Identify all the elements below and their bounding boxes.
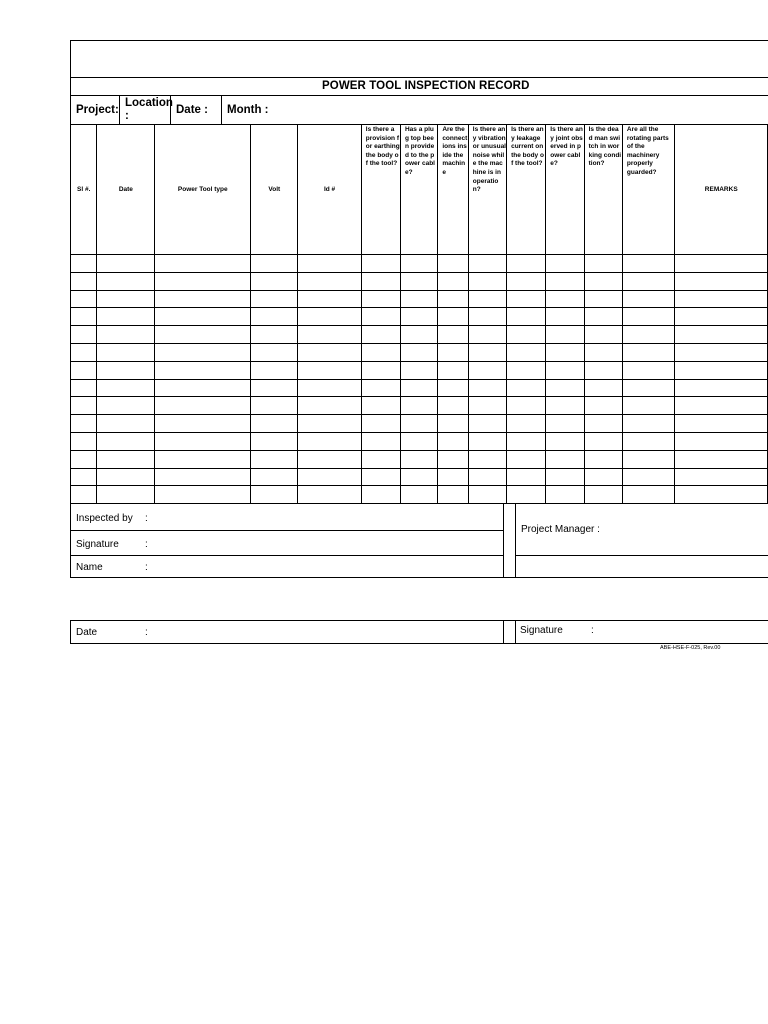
- table-cell[interactable]: [675, 255, 768, 273]
- form-header-blank: [70, 40, 768, 78]
- table-cell[interactable]: [71, 379, 97, 397]
- table-row: [71, 415, 768, 433]
- table-cell[interactable]: [584, 308, 622, 326]
- table-cell[interactable]: [584, 343, 622, 361]
- table-cell[interactable]: [675, 432, 768, 450]
- table-row: [71, 343, 768, 361]
- table-cell[interactable]: [622, 397, 675, 415]
- col-header-sl: Sl #.: [71, 125, 97, 255]
- table-cell[interactable]: [361, 450, 400, 468]
- divider: [503, 504, 504, 577]
- col-header-remarks: REMARKS: [675, 125, 768, 255]
- divider: [71, 530, 503, 531]
- table-cell[interactable]: [361, 290, 400, 308]
- document-reference: ABE-HSE-F-025, Rev.00: [660, 645, 721, 651]
- name-line[interactable]: [71, 555, 503, 580]
- table-cell[interactable]: [71, 468, 97, 486]
- table-cell[interactable]: [97, 308, 155, 326]
- table-cell[interactable]: [468, 255, 506, 273]
- table-header-row: [71, 125, 768, 255]
- table-row: [71, 255, 768, 273]
- table-cell[interactable]: [71, 343, 97, 361]
- col-header-plug-top: Has a plug top been provided to the power cable?: [400, 125, 437, 255]
- divider: [515, 555, 768, 556]
- table-cell[interactable]: [155, 432, 251, 450]
- table-cell[interactable]: [622, 272, 675, 290]
- table-cell[interactable]: [507, 290, 546, 308]
- table-cell[interactable]: [400, 361, 437, 379]
- col-header-connections: Are the connections inside the machine: [438, 125, 468, 255]
- table-cell[interactable]: [546, 308, 584, 326]
- bottom-signature-label[interactable]: Signature: [520, 625, 563, 636]
- table-cell[interactable]: [507, 308, 546, 326]
- table-cell[interactable]: [438, 415, 468, 433]
- table-cell[interactable]: [155, 326, 251, 344]
- table-cell[interactable]: [97, 326, 155, 344]
- table-cell[interactable]: [584, 468, 622, 486]
- table-row: [71, 272, 768, 290]
- table-cell[interactable]: [675, 343, 768, 361]
- table-cell[interactable]: [400, 255, 437, 273]
- table-cell[interactable]: [507, 255, 546, 273]
- table-cell[interactable]: [155, 468, 251, 486]
- divider: [515, 621, 516, 643]
- col-header-rotating-parts: Are all the rotating parts of the machinery properly guarded?: [622, 125, 675, 255]
- table-cell[interactable]: [155, 343, 251, 361]
- table-cell[interactable]: [584, 486, 622, 504]
- table-cell[interactable]: [546, 255, 584, 273]
- table-cell[interactable]: [251, 450, 298, 468]
- table-cell[interactable]: [71, 361, 97, 379]
- table-cell[interactable]: [675, 290, 768, 308]
- table-cell[interactable]: [155, 415, 251, 433]
- table-row: [71, 308, 768, 326]
- table-row: [71, 326, 768, 344]
- bottom-date-label[interactable]: Date: [76, 627, 98, 638]
- table-cell[interactable]: [438, 272, 468, 290]
- table-cell[interactable]: [468, 486, 506, 504]
- table-cell[interactable]: [97, 290, 155, 308]
- table-cell[interactable]: [298, 255, 361, 273]
- table-cell[interactable]: [400, 397, 437, 415]
- table-cell[interactable]: [622, 486, 675, 504]
- table-cell[interactable]: [251, 343, 298, 361]
- table-cell[interactable]: [400, 432, 437, 450]
- table-cell[interactable]: [251, 361, 298, 379]
- table-cell[interactable]: [507, 397, 546, 415]
- signature-colon: :: [145, 539, 148, 550]
- table-cell[interactable]: [361, 361, 400, 379]
- table-cell[interactable]: [361, 486, 400, 504]
- bottom-signoff-row: [70, 620, 768, 644]
- col-header-date: Date: [97, 125, 155, 255]
- table-cell[interactable]: [298, 486, 361, 504]
- table-cell[interactable]: [468, 415, 506, 433]
- table-row: [71, 486, 768, 504]
- table-cell[interactable]: [438, 468, 468, 486]
- table-cell[interactable]: [584, 450, 622, 468]
- table-cell[interactable]: [97, 450, 155, 468]
- table-cell[interactable]: [584, 432, 622, 450]
- table-cell[interactable]: [298, 290, 361, 308]
- table-cell[interactable]: [507, 432, 546, 450]
- table-cell[interactable]: [361, 272, 400, 290]
- table-cell[interactable]: [546, 379, 584, 397]
- table-cell[interactable]: [251, 290, 298, 308]
- table-cell[interactable]: [361, 397, 400, 415]
- table-cell[interactable]: [507, 468, 546, 486]
- table-cell[interactable]: [622, 379, 675, 397]
- project-info-row: [70, 95, 768, 125]
- table-cell[interactable]: [622, 290, 675, 308]
- table-cell[interactable]: [468, 450, 506, 468]
- table-cell[interactable]: [507, 486, 546, 504]
- table-cell[interactable]: [622, 326, 675, 344]
- table-cell[interactable]: [298, 468, 361, 486]
- inspected-by-label: Inspected by: [76, 513, 133, 524]
- bottom-signature-colon: :: [591, 625, 594, 636]
- month-label: Month :: [227, 104, 269, 116]
- table-cell[interactable]: [400, 415, 437, 433]
- table-cell[interactable]: [97, 432, 155, 450]
- table-cell[interactable]: [155, 361, 251, 379]
- table-cell[interactable]: [298, 415, 361, 433]
- table-cell[interactable]: [546, 290, 584, 308]
- table-cell[interactable]: [97, 415, 155, 433]
- table-cell[interactable]: [468, 397, 506, 415]
- table-cell[interactable]: [71, 450, 97, 468]
- table-cell[interactable]: [400, 486, 437, 504]
- table-cell[interactable]: [584, 397, 622, 415]
- table-cell[interactable]: [155, 290, 251, 308]
- table-cell[interactable]: [468, 468, 506, 486]
- signature-line[interactable]: [71, 532, 503, 557]
- table-row: [71, 397, 768, 415]
- table-cell[interactable]: [71, 397, 97, 415]
- table-cell[interactable]: [546, 397, 584, 415]
- date-label: Date :: [171, 96, 222, 124]
- project-label: Project:: [71, 96, 120, 124]
- table-cell[interactable]: [584, 326, 622, 344]
- table-row: [71, 450, 768, 468]
- table-cell[interactable]: [622, 468, 675, 486]
- table-cell[interactable]: [675, 450, 768, 468]
- table-cell[interactable]: [584, 415, 622, 433]
- signature-label: Signature: [76, 539, 119, 550]
- table-cell[interactable]: [251, 415, 298, 433]
- inspected-by-line[interactable]: [71, 506, 503, 531]
- table-cell[interactable]: [546, 432, 584, 450]
- table-cell[interactable]: [622, 255, 675, 273]
- table-cell[interactable]: [438, 486, 468, 504]
- table-cell[interactable]: [298, 432, 361, 450]
- table-cell[interactable]: [361, 379, 400, 397]
- table-cell[interactable]: [507, 272, 546, 290]
- col-header-vibration: Is there any vibration or unusual noise while the machine is in operation?: [468, 125, 506, 255]
- table-cell[interactable]: [71, 272, 97, 290]
- table-cell[interactable]: [155, 308, 251, 326]
- table-cell[interactable]: [298, 450, 361, 468]
- table-cell[interactable]: [507, 450, 546, 468]
- table-cell[interactable]: [298, 272, 361, 290]
- table-cell[interactable]: [298, 361, 361, 379]
- table-cell[interactable]: [507, 343, 546, 361]
- table-cell[interactable]: [155, 450, 251, 468]
- table-cell[interactable]: [155, 255, 251, 273]
- table-row: [71, 468, 768, 486]
- table-cell[interactable]: [584, 290, 622, 308]
- table-cell[interactable]: [546, 343, 584, 361]
- table-row: [71, 361, 768, 379]
- location-label: Location :: [120, 96, 171, 124]
- table-cell[interactable]: [468, 326, 506, 344]
- table-cell[interactable]: [251, 468, 298, 486]
- table-cell[interactable]: [468, 432, 506, 450]
- table-cell[interactable]: [675, 326, 768, 344]
- table-cell[interactable]: [546, 486, 584, 504]
- table-cell[interactable]: [438, 290, 468, 308]
- table-cell[interactable]: [622, 308, 675, 326]
- table-cell[interactable]: [361, 343, 400, 361]
- table-cell[interactable]: [546, 326, 584, 344]
- table-cell[interactable]: [675, 379, 768, 397]
- table-cell[interactable]: [438, 379, 468, 397]
- table-cell[interactable]: [622, 361, 675, 379]
- table-cell[interactable]: [622, 432, 675, 450]
- table-cell[interactable]: [546, 272, 584, 290]
- table-cell[interactable]: [97, 272, 155, 290]
- divider: [503, 621, 504, 643]
- table-cell[interactable]: [584, 255, 622, 273]
- table-cell[interactable]: [400, 272, 437, 290]
- form-title-text: POWER TOOL INSPECTION RECORD: [322, 80, 530, 92]
- table-cell[interactable]: [675, 486, 768, 504]
- table-cell[interactable]: [675, 361, 768, 379]
- table-cell[interactable]: [71, 415, 97, 433]
- col-header-earthing: Is there a provision for earthing the body of the tool?: [361, 125, 400, 255]
- table-cell[interactable]: [438, 255, 468, 273]
- col-header-leakage: Is there any leakage current on the body of the tool?: [507, 125, 546, 255]
- table-cell[interactable]: [675, 468, 768, 486]
- table-cell[interactable]: [400, 343, 437, 361]
- col-header-dead-man-switch: Is the dead man switch in working condition?: [584, 125, 622, 255]
- table-cell[interactable]: [251, 486, 298, 504]
- table-cell[interactable]: [438, 361, 468, 379]
- table-cell[interactable]: [97, 397, 155, 415]
- table-cell[interactable]: [675, 415, 768, 433]
- table-cell[interactable]: [71, 486, 97, 504]
- table-cell[interactable]: [468, 343, 506, 361]
- table-cell[interactable]: [507, 361, 546, 379]
- table-cell[interactable]: [438, 326, 468, 344]
- table-cell[interactable]: [155, 486, 251, 504]
- table-cell[interactable]: [97, 486, 155, 504]
- table-cell[interactable]: [584, 379, 622, 397]
- table-cell[interactable]: [71, 326, 97, 344]
- inspected-by-colon: :: [145, 513, 148, 524]
- table-cell[interactable]: [97, 361, 155, 379]
- project-manager-label[interactable]: Project Manager :: [521, 524, 600, 535]
- divider: [515, 504, 516, 577]
- table-cell[interactable]: [97, 255, 155, 273]
- table-row: [71, 379, 768, 397]
- table-cell[interactable]: [675, 272, 768, 290]
- table-cell[interactable]: [622, 343, 675, 361]
- table-cell[interactable]: [507, 326, 546, 344]
- table-cell[interactable]: [251, 272, 298, 290]
- table-cell[interactable]: [251, 255, 298, 273]
- table-cell[interactable]: [298, 308, 361, 326]
- table-cell[interactable]: [507, 379, 546, 397]
- col-header-volt: Volt: [251, 125, 298, 255]
- table-cell[interactable]: [251, 397, 298, 415]
- table-cell[interactable]: [546, 415, 584, 433]
- table-cell[interactable]: [251, 379, 298, 397]
- table-cell[interactable]: [400, 450, 437, 468]
- signoff-section: [70, 503, 768, 578]
- table-cell[interactable]: [71, 308, 97, 326]
- table-cell[interactable]: [675, 308, 768, 326]
- col-header-tool-type: Power Tool type: [155, 125, 251, 255]
- table-cell[interactable]: [97, 379, 155, 397]
- table-cell[interactable]: [155, 379, 251, 397]
- table-cell[interactable]: [361, 255, 400, 273]
- table-cell[interactable]: [438, 450, 468, 468]
- table-cell[interactable]: [298, 343, 361, 361]
- table-cell[interactable]: [361, 326, 400, 344]
- table-cell[interactable]: [468, 272, 506, 290]
- table-cell[interactable]: [438, 343, 468, 361]
- table-cell[interactable]: [546, 361, 584, 379]
- table-cell[interactable]: [400, 308, 437, 326]
- table-cell[interactable]: [400, 379, 437, 397]
- table-cell[interactable]: [546, 450, 584, 468]
- col-header-joint: Is there any joint observed in power cable?: [546, 125, 584, 255]
- table-cell[interactable]: [675, 397, 768, 415]
- table-cell[interactable]: [400, 290, 437, 308]
- table-cell[interactable]: [622, 450, 675, 468]
- form-title: [70, 77, 768, 96]
- table-cell[interactable]: [507, 415, 546, 433]
- table-cell[interactable]: [361, 432, 400, 450]
- table-cell[interactable]: [155, 397, 251, 415]
- table-cell[interactable]: [251, 308, 298, 326]
- table-cell[interactable]: [71, 255, 97, 273]
- table-row: [71, 290, 768, 308]
- name-label: Name: [76, 562, 103, 573]
- table-cell[interactable]: [71, 290, 97, 308]
- table-cell[interactable]: [361, 415, 400, 433]
- table-cell[interactable]: [361, 308, 400, 326]
- table-cell[interactable]: [251, 432, 298, 450]
- table-cell[interactable]: [622, 415, 675, 433]
- table-cell[interactable]: [438, 308, 468, 326]
- table-cell[interactable]: [584, 272, 622, 290]
- bottom-date-colon: :: [145, 627, 148, 638]
- col-header-id: Id #: [298, 125, 361, 255]
- table-cell[interactable]: [361, 468, 400, 486]
- table-cell[interactable]: [546, 468, 584, 486]
- table-cell[interactable]: [438, 397, 468, 415]
- table-cell[interactable]: [584, 361, 622, 379]
- table-cell[interactable]: [468, 308, 506, 326]
- table-cell[interactable]: [298, 326, 361, 344]
- table-cell[interactable]: [97, 468, 155, 486]
- table-cell[interactable]: [251, 326, 298, 344]
- table-cell[interactable]: [71, 432, 97, 450]
- table-body: [71, 255, 768, 504]
- inspection-table: [70, 124, 768, 504]
- table-cell[interactable]: [97, 343, 155, 361]
- table-cell[interactable]: [468, 361, 506, 379]
- table-row: [71, 432, 768, 450]
- table-cell[interactable]: [400, 326, 437, 344]
- table-cell[interactable]: [400, 468, 437, 486]
- table-cell[interactable]: [438, 432, 468, 450]
- table-cell[interactable]: [298, 379, 361, 397]
- name-colon: :: [145, 562, 148, 573]
- table-cell[interactable]: [298, 397, 361, 415]
- table-cell[interactable]: [468, 290, 506, 308]
- table-cell[interactable]: [155, 272, 251, 290]
- table-cell[interactable]: [468, 379, 506, 397]
